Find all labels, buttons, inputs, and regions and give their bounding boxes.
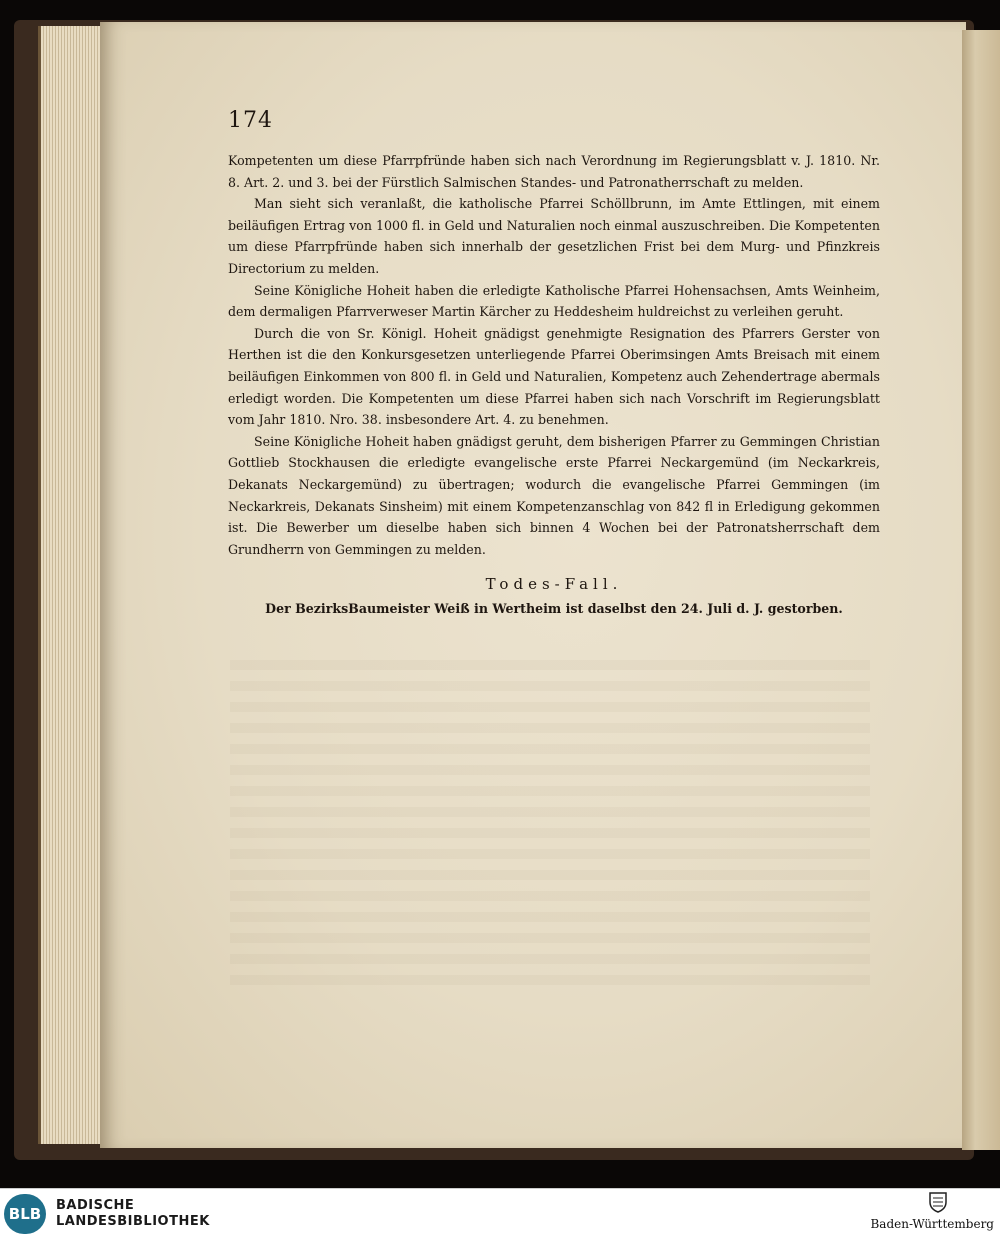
coat-of-arms-icon xyxy=(928,1191,948,1213)
library-name-line2: LANDESBIBLIOTHEK xyxy=(56,1214,210,1229)
page-number: 174 xyxy=(228,108,273,133)
show-through-texture xyxy=(230,660,870,990)
section-heading: Todes-Fall. xyxy=(485,575,623,594)
footer-bar xyxy=(0,1188,1000,1239)
death-notice: Der BezirksBaumeister Weiß in Wertheim ist daselbst den 24. Juli d. J. gestorben. xyxy=(265,601,843,617)
paragraph: Seine Königliche Hoheit haben gnädigst geruht, dem bisherigen Pfarrer zu Gemmingen Christian Gottlieb Stockhausen die erledigte evangelische erste Pfarrei Neckargemünd (im Neckarkreis, Dekanats Neckargemünd) zu übertragen; wodurch die evangelische Pfarrei Gemmingen (im Neckarkreis, Dekanats Sinsheim) mit einem Kompetenzanschlag von 842 fl in Erledigung gekommen ist. Die Bewerber um dieselbe haben sich binnen 4 Wochen bei der Patronatsherrschaft dem Grundherrn von Gemmingen zu melden. xyxy=(228,433,880,557)
blb-logo[interactable]: BLB xyxy=(4,1194,46,1234)
paragraph: Seine Königliche Hoheit haben die erledigte Katholische Pfarrei Hohensachsen, Amts Weinheim, dem dermaligen Pfarrverweser Martin Kärcher zu Heddesheim huldreichst zu verleihen geruht. xyxy=(228,282,880,320)
paragraph: Kompetenten um diese Pfarrpfründe haben sich nach Verordnung im Regierungsblatt v. J. 1810. Nr. 8. Art. 2. und 3. bei der Fürstlich Salmischen Standes- und Patronatherrschaft zu melden. xyxy=(228,153,880,190)
page-text xyxy=(228,108,880,620)
paragraph: Man sieht sich veranlaßt, die katholische Pfarrei Schöllbrunn, im Amte Ettlingen, mit einem beiläufigen Ertrag von 1000 fl. in Geld und Naturalien noch einmal auszuschreiben. Die Kompetenten um diese Pfarrpfründe haben sich innerhalb der gesetzlichen Frist bei dem Murg- und Pfinzkreis Directorium zu melden. xyxy=(228,196,880,276)
library-name[interactable] xyxy=(56,1198,210,1230)
library-name-line1: BADISCHE xyxy=(56,1198,135,1213)
facing-page-edge xyxy=(962,30,1000,1150)
paragraph: Durch die von Sr. Königl. Hoheit gnädigst genehmigte Resignation des Pfarrers Gerster von Herthen ist die den Konkursgesetzen unterliegende Pfarrei Oberimsingen Amts Breisach mit einem beiläufigen Einkommen von 800 fl. in Geld und Naturalien, Kompetenz auch Zehendertrage abermals erledigt worden. Die Kompetenten um diese Pfarrei haben sich nach Vorschrift im Regierungsblatt vom Jahr 1810. Nro. 38. insbesondere Art. 4. zu benehmen. xyxy=(228,325,880,428)
state-label[interactable]: Baden-Württemberg xyxy=(870,1217,994,1231)
